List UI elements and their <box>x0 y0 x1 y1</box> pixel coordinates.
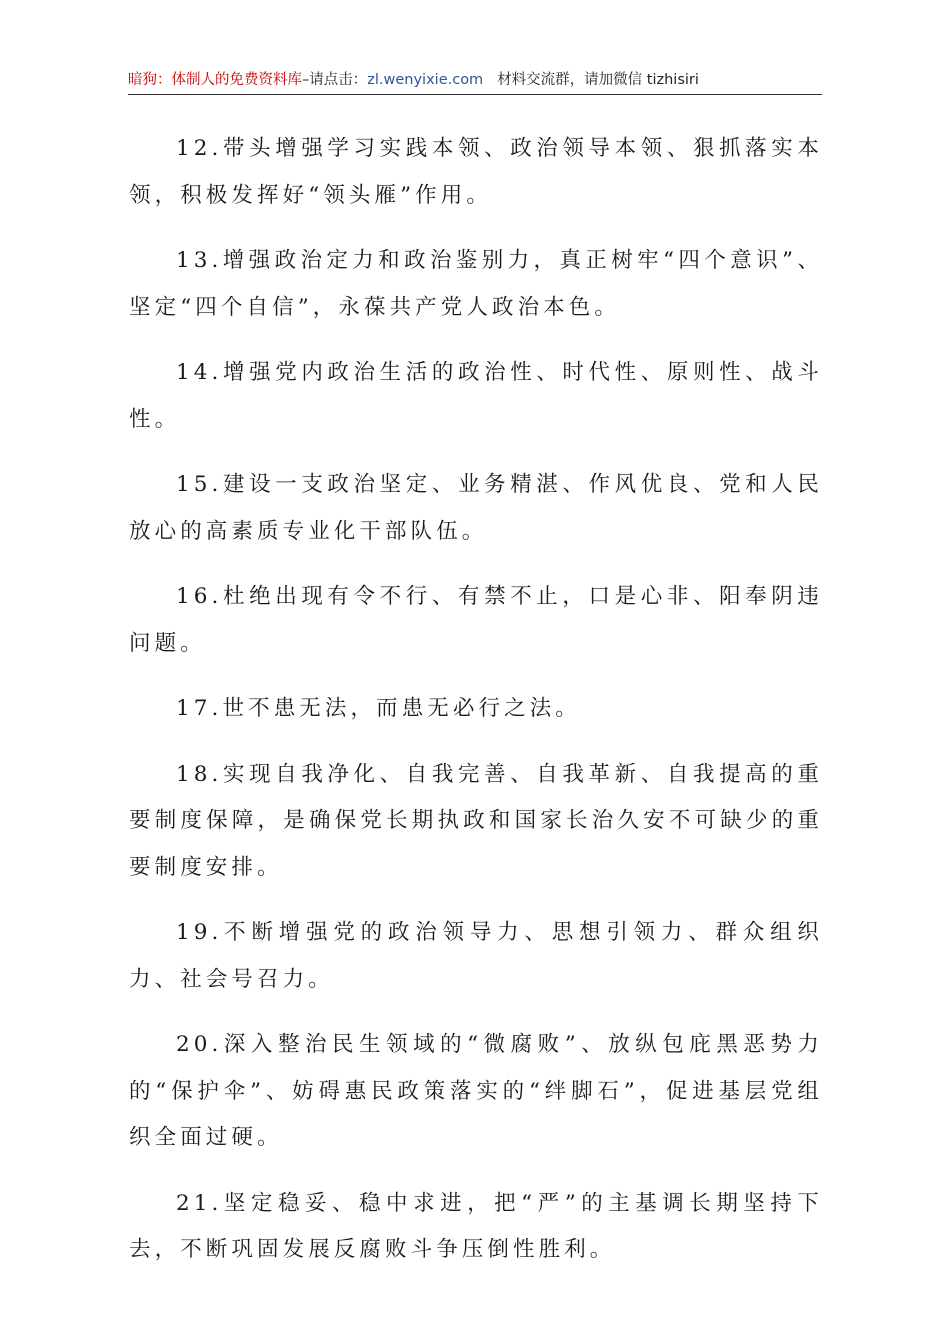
list-item: 19.不断增强党的政治领导力、思想引领力、群众组织力、社会号召力。 <box>129 920 823 992</box>
list-item: 16.杜绝出现有令不行、有禁不止，口是心非、阳奉阴违问题。 <box>129 584 823 656</box>
list-item: 12.带头增强学习实践本领、政治领导本领、狠抓落实本领，积极发挥好“领头雁”作用。 <box>129 136 823 208</box>
list-item: 17.世不患无法，而患无必行之法。 <box>176 696 581 721</box>
header-wechat-note: 材料交流群，请加微信 tizhisiri <box>497 72 699 88</box>
header-divider <box>128 94 822 95</box>
list-item: 13.增强政治定力和政治鉴别力，真正树牢“四个意识”、坚定“四个自信”，永葆共产党人政治本色。 <box>129 248 823 320</box>
list-item: 18.实现自我净化、自我完善、自我革新、自我提高的重要制度保障，是确保党长期执政和国家长治久安不可缺少的重要制度安排。 <box>129 761 823 880</box>
list-item: 21.坚定稳妥、稳中求进，把“严”的主基调长期坚持下去，不断巩固发展反腐败斗争压倒性胜利。 <box>129 1190 823 1262</box>
header-url-link[interactable]: zl.wenyixie.com <box>367 72 484 88</box>
list-item: 14.增强党内政治生活的政治性、时代性、原则性、战斗性。 <box>129 360 823 432</box>
list-item: 15.建设一支政治坚定、业务精湛、作风优良、党和人民放心的高素质专业化干部队伍。 <box>129 472 823 544</box>
header-prompt: –请点击： <box>302 72 368 88</box>
page-header <box>128 70 822 90</box>
header-brand: 暗狗：体制人的免费资料库 <box>128 72 302 88</box>
list-item: 20.深入整治民生领域的“微腐败”、放纵包庇黑恶势力的“保护伞”、妨碍惠民政策落实的“绊脚石”，促进基层党组织全面过硬。 <box>129 1032 823 1150</box>
document-body <box>129 126 823 1293</box>
